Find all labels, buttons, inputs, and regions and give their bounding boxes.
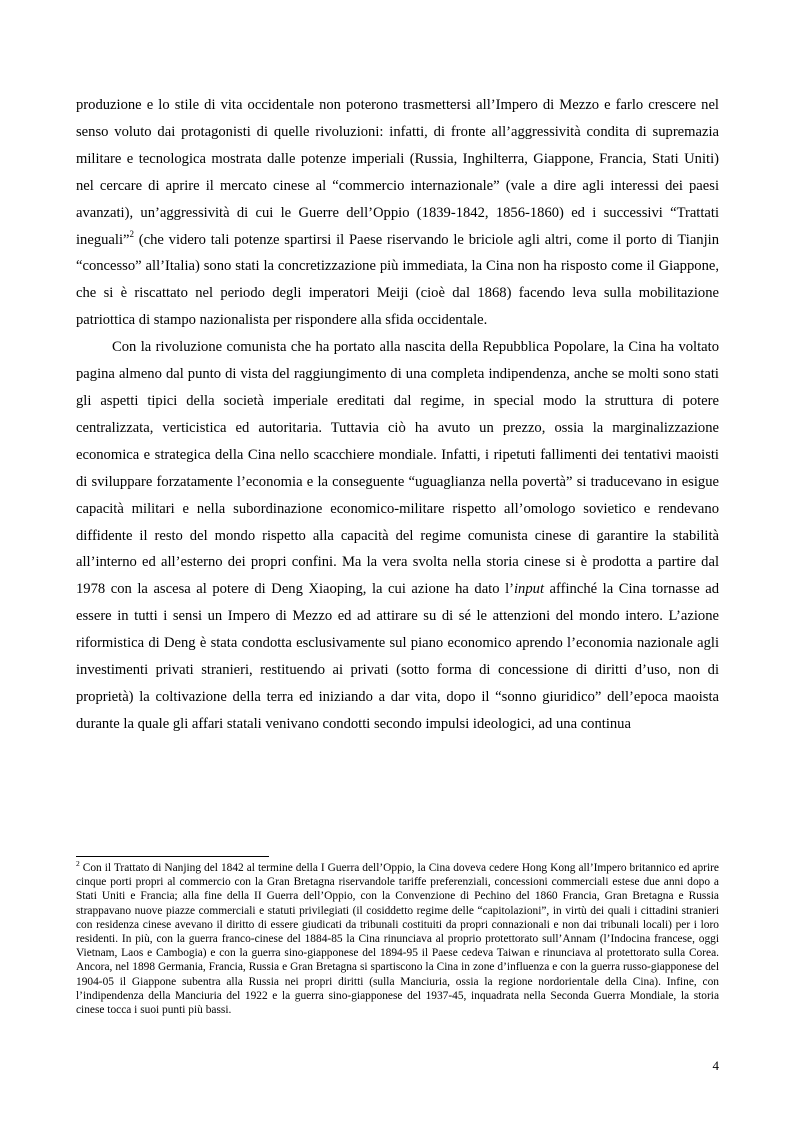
paragraph-2-text: Con la rivoluzione comunista che ha portato alla nascita della Repubblica Popolare, la Cina ha voltato pagina almeno dal punto di vista del raggiungimento di una completa indipendenza, anche se molti sono stati gli aspetti tipici della società imperiale ereditati dal regime, in special modo la struttura di potere centralizzata, verticistica ed autoritaria. Tuttavia ciò ha avuto un prezzo, ossia la marginalizzazione economica e strategica della Cina nello scacchiere mondiale. Infatti, i ripetuti fallimenti dei tentativi maoisti di sviluppare forzatamente l’economia e la conseguente “uguaglianza nella povertà” si traducevano in esigue capacità militari e nella subordinazione economico-militare rispetto all’omologo sovietico e rendevano diffidente il resto del mondo rispetto alla capacità del regime comunista cinese di garantire la stabilità all’interno ed all’esterno dei propri confini. Ma la vera svolta nella storia cinese si è prodotta a partire dal 1978 con la ascesa al potere di Deng Xiaoping, la cui azione ha dato l’ bbox=[76, 339, 719, 598]
page-number: 4 bbox=[712, 1058, 719, 1073]
footnote-reference[interactable]: 2 bbox=[129, 228, 134, 239]
body-text bbox=[76, 92, 719, 738]
italic-term: input bbox=[514, 581, 544, 598]
paragraph-1-text: produzione e lo stile di vita occidentale non poterono trasmettersi all’Impero di Mezzo e farlo crescere nel senso voluto dai protagonisti di quelle rivoluzioni: infatti, di fronte all’aggressività condita di supremazia militare e tecnologica mostrata dalle potenze imperiali (Russia, Inghilterra, Giappone, Francia, Stati Uniti) nel cercare di aprire il mercato cinese al “commercio internazionale” (vale a dire agli interessi dei paesi avanzati), un’aggressività di cui le Guerre dell’Oppio (1839-1842, 1856-1860) ed i successivi “Trattati ineguali” bbox=[76, 97, 719, 248]
footnote bbox=[76, 861, 719, 1017]
footnote-text: Con il Trattato di Nanjing del 1842 al termine della I Guerra dell’Oppio, la Cina doveva cedere Hong Kong all’Impero britannico ed aprire cinque porti propri al commercio con la Gran Bretagna riservandole tariffe preferenziali, concessioni commerciali estese due anni dopo a Stati Uniti e Francia; alla fine della II Guerra dell’Oppio, con la Convenzione di Pechino del 1860 Francia, Gran Bretagna e Russia strappavano nuove piazze commerciali e statuti privilegiati (il cosiddetto regime delle “capitolazioni”, in virtù dei quali i cittadini stranieri con residenza cinese avevano il diritto di essere giudicati da tribunali costituiti da propri connazionali e non dai tribunali locali) per i loro residenti. In più, con la guerra franco-cinese del 1884-85 la Cina rinunciava al proprio protettorato sull’Annam (l’Indocina francese, oggi Vietnam, Laos e Cambogia) e con la guerra sino-giapponese del 1894-95 il Paese cedeva Taiwan e rinunciava al protettorato sulla Corea. Ancora, nel 1898 Germania, Francia, Russia e Gran Bretagna si spartiscono la Cina in zone d’influenza e con la guerra russo-giapponese del 1904-05 il Giappone subentra alla Russia nei propri diritti (sulla Manciuria, ossia la regione nordorientale della Cina). Infine, con l’indipendenza della Manciuria del 1922 e la guerra sino-giapponese del 1937-45, inquadrata nella Seconda Guerra Mondiale, la storia cinese tocca i suoi punti più bassi. bbox=[76, 862, 719, 1017]
paragraph-2 bbox=[76, 334, 719, 738]
paragraph-1-continuation: (che videro tali potenze spartirsi il Paese riservando le briciole agli altri, come il porto di Tianjin “concesso” all’Italia) sono stati la concretizzazione più immediata, la Cina non ha risposto come il Giappone, che si è riscattato nel periodo degli imperatori Meiji (cioè dal 1868) facendo leva sulla mobilitazione patriottica di stampo nazionalista per rispondere alla sfida occidentale. bbox=[76, 231, 719, 329]
paragraph-1 bbox=[76, 92, 719, 334]
footnote-number: 2 bbox=[76, 859, 80, 869]
footnote-separator bbox=[76, 856, 269, 857]
paragraph-2-continuation: affinché la Cina tornasse ad essere in tutti i sensi un Impero di Mezzo ed ad attirare su di sé le attenzioni del mondo intero. L’azione riformistica di Deng è stata condotta esclusivamente sul piano economico aprendo l’economia nazionale agli investimenti privati stranieri, restituendo ai privati (sotto forma di concessione di diritti d’uso, non di proprietà) la coltivazione della terra ed iniziando a dar vita, dopo il “sonno giuridico” dell’epoca maoista durante la quale gli affari statali venivano condotti secondo impulsi ideologici, ad una continua bbox=[76, 581, 719, 732]
footnote-body bbox=[76, 861, 719, 1017]
